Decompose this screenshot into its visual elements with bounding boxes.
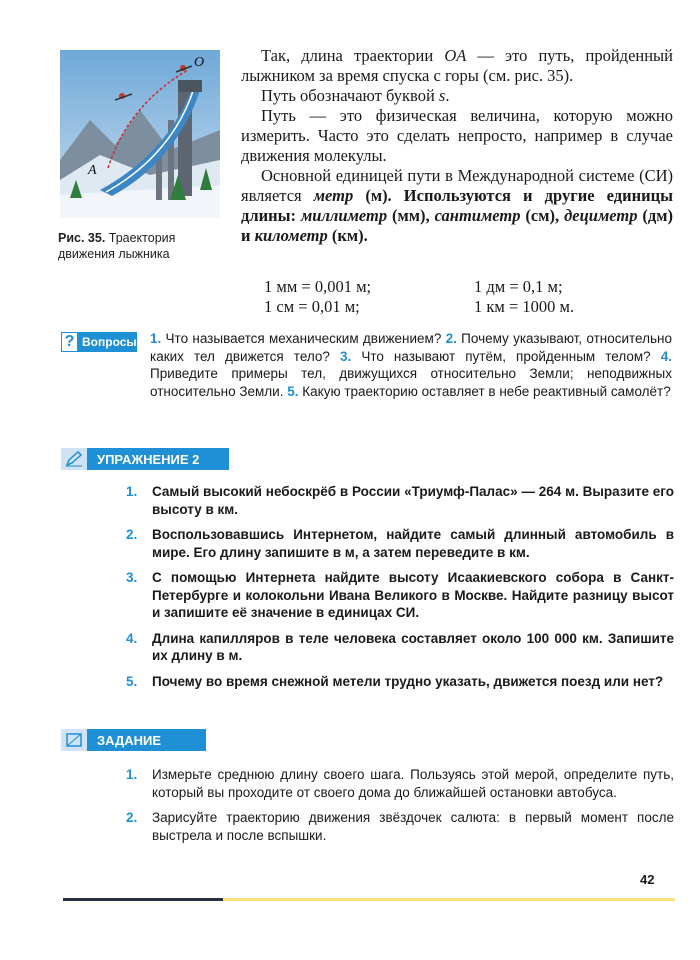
point-o-label: O	[194, 55, 205, 70]
paragraph-2: Путь обозначают буквой s.	[261, 86, 450, 105]
main-text	[241, 46, 673, 246]
ski-jump-illustration	[60, 50, 220, 218]
task-title: ЗАДАНИЕ	[97, 732, 162, 748]
figure-caption	[58, 230, 228, 262]
ski-jump-figure	[60, 50, 220, 218]
footer-divider-light	[223, 898, 675, 901]
exercise-header	[61, 448, 229, 470]
questions-badge	[61, 332, 137, 352]
pencil-icon	[61, 448, 87, 470]
page-number: 42	[640, 872, 655, 887]
list-item: 3. С помощью Интернета найдите высоту Исаакиевского собора в Санкт-Петербурге и колокольни Ивана Великого в Москве. Найдите разницу высот и запишите её значение в единицах СИ.	[126, 570, 674, 620]
ruler-icon	[61, 729, 87, 751]
unit-sm: 1 см = 0,01 м;	[264, 297, 360, 316]
footer-divider-dark	[63, 898, 223, 901]
unit-dm: 1 дм = 0,1 м;	[474, 277, 563, 296]
caption-text: Траектория движения лыжника	[58, 231, 176, 261]
exercise-list	[126, 483, 674, 698]
question-mark-icon: ?	[61, 332, 78, 352]
list-item: 4. Длина капилляров в теле человека составляет около 100 000 км. Запишите их длину в м.	[126, 630, 674, 663]
list-item: 5. Почему во время снежной метели трудно указать, движется поезд или нет?	[126, 673, 664, 689]
questions-text: 1. Что называется механическим движением? 2. Почему указывают, относительно каких тел движется тело? 3. Что называют путём, пройденным телом? 4. Приведите примеры тел, движущихся относительно Земли; неподвижных относительно Земли. 5. Какую траекторию оставляет в небе реактивный самолёт?	[150, 331, 672, 399]
exercise-title: УПРАЖНЕНИЕ 2	[97, 451, 200, 467]
task-list	[126, 766, 674, 852]
unit-mm: 1 мм = 0,001 м;	[264, 277, 372, 296]
point-a-label: A	[88, 163, 97, 178]
list-item: 2. Воспользовавшись Интернетом, найдите самый длинный автомобиль в мире. Его длину запишите в м, а затем переведите в км.	[126, 527, 674, 560]
questions-badge-label: Вопросы	[82, 335, 137, 349]
paragraph-4: Основной единицей пути в Международной системе (СИ) является метр (м). Используются и другие единицы длины: миллиметр (мм), сантиметр (см), дециметр (дм) и километр (км).	[241, 166, 674, 245]
caption-number: Рис. 35.	[58, 231, 106, 245]
list-item: 1. Самый высокий небоскрёб в России «Триумф-Палас» — 264 м. Выразите его высоту в км.	[126, 484, 674, 517]
task-header	[61, 729, 206, 751]
unit-km: 1 км = 1000 м.	[474, 297, 575, 316]
list-item: 1. Измерьте среднюю длину своего шага. Пользуясь этой мерой, определите путь, который вы проходите от своего дома до ближайшей остановки автобуса.	[126, 767, 674, 800]
unit-conversions	[264, 277, 684, 317]
paragraph-3: Путь — это физическая величина, которую можно измерить. Часто это сделать непросто, например в случае движения молекулы.	[241, 106, 673, 165]
paragraph-1: Так, длина траектории OA — это путь, пройденный лыжником за время спуска с горы (см. рис. 35).	[241, 46, 673, 85]
list-item: 2. Зарисуйте траекторию движения звёздочек салюта: в первый момент после выстрела и после вспышки.	[126, 810, 674, 843]
